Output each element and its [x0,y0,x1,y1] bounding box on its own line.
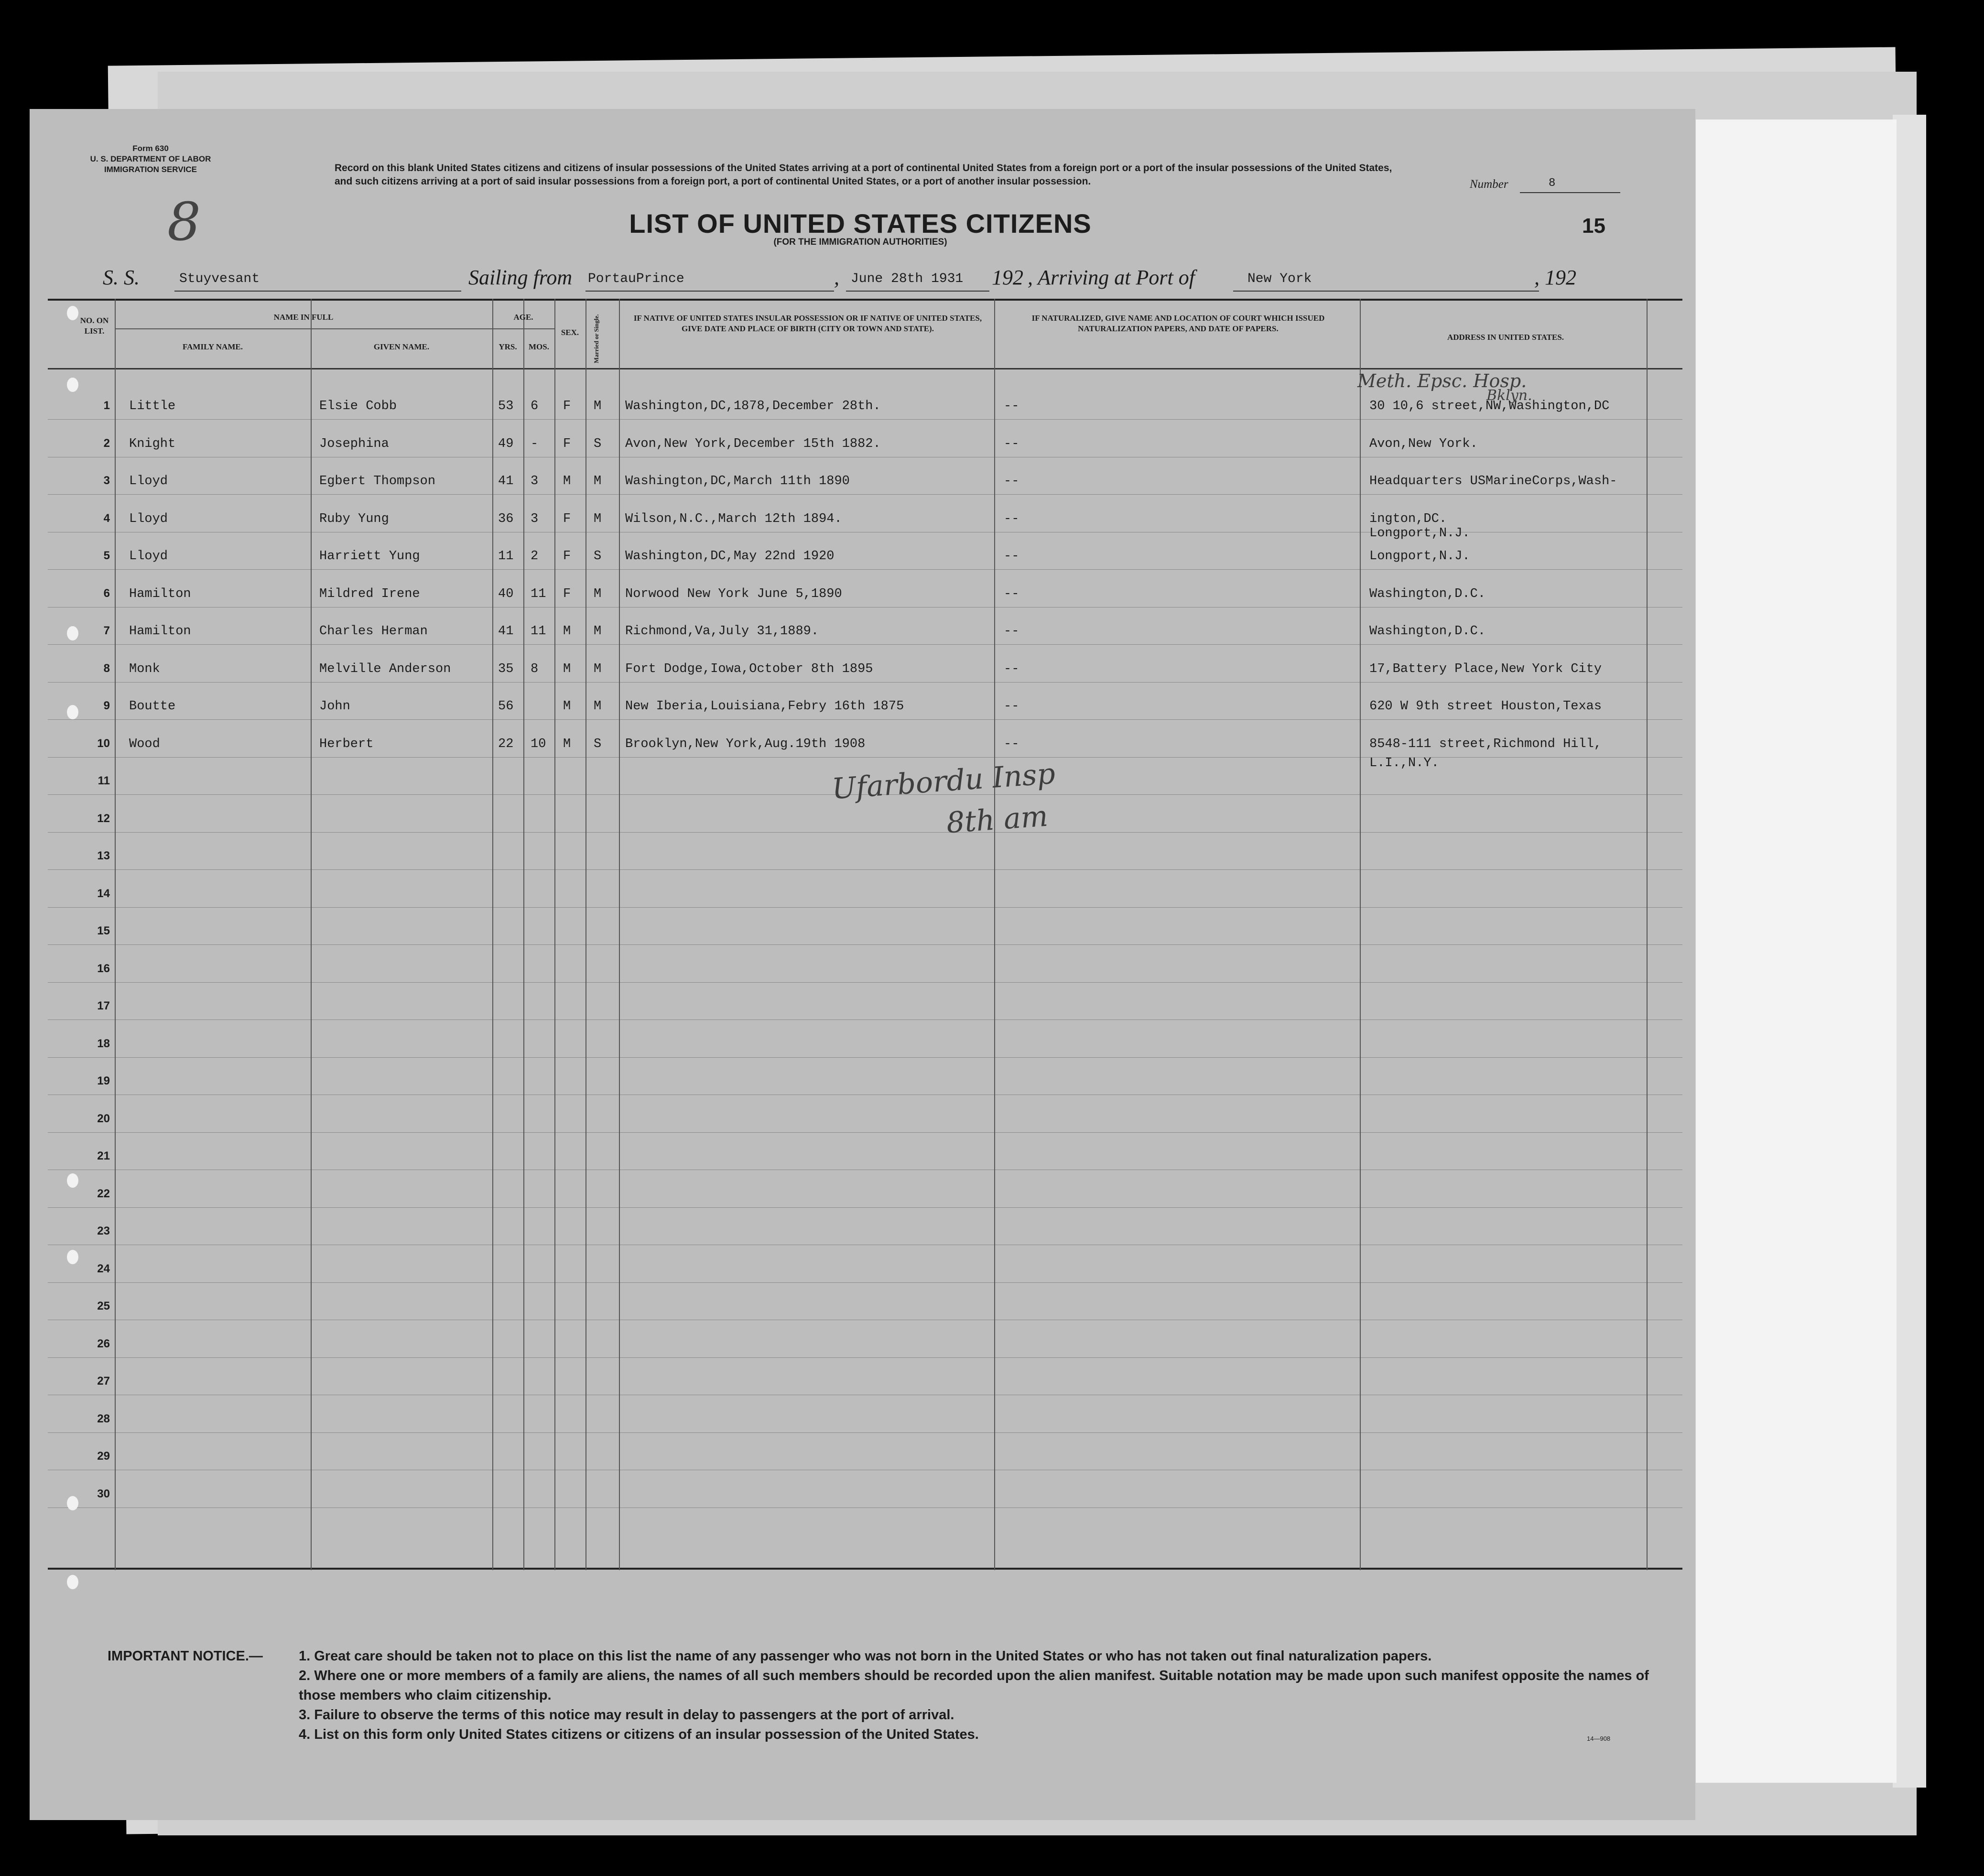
cell-birth: Richmond,Va,July 31,1889. [625,624,819,639]
cell-given: Egbert Thompson [319,474,436,488]
cell-family: Hamilton [129,587,191,601]
port-to: New York [1247,271,1312,286]
row-number: 2 [103,437,110,450]
row-number: 19 [97,1074,110,1087]
row-number: 6 [103,587,110,600]
row-number: 27 [97,1375,110,1388]
cell-yrs: 11 [498,549,514,564]
binder-hole [67,1496,78,1510]
col-family-name: FAMILY NAME. [183,342,243,351]
cell-nat: -- [1004,549,1019,564]
cell-birth: Brooklyn,New York,Aug.19th 1908 [625,737,866,751]
cell-addr: Washington,D.C. [1369,587,1486,601]
col-sex: SEX. [561,328,579,337]
row-rule [48,494,1682,495]
cell-yrs: 36 [498,512,514,526]
arriving-label: , Arriving at Port of [1028,266,1195,289]
table-row [48,587,1682,606]
row-number: 15 [97,924,110,937]
row-rule [48,1019,1682,1020]
cell-nat: -- [1004,587,1019,601]
cell-given: Charles Herman [319,624,428,639]
row-number: 12 [97,812,110,825]
cell-nat: -- [1004,699,1019,714]
row-number: 14 [97,887,110,900]
cell-ms: M [594,699,602,714]
cell-addr: Washington,D.C. [1369,624,1486,639]
cell-sex: F [563,549,571,564]
notice-item: 1. Great care should be taken not to place on this list the name of any passenger who was not born in the United States or who has not taken out final naturalization papers. [299,1648,1432,1664]
table-row [48,662,1682,681]
cell-sex: M [563,699,571,714]
row-rule [48,644,1682,645]
table-row [48,437,1682,456]
cell-ms: M [594,662,602,676]
col-address: ADDRESS IN UNITED STATES. [1447,333,1564,342]
row-number: 9 [103,699,110,712]
cell-nat: -- [1004,512,1019,526]
cell-family: Lloyd [129,549,168,564]
row-number: 21 [97,1149,110,1162]
page-edge [1893,115,1926,1788]
binder-hole [67,1575,78,1589]
sailing-date: June 28th 1931 [851,271,964,286]
row-number: 4 [103,512,110,525]
col-birthplace: IF NATIVE OF UNITED STATES INSULAR POSSESSION OR IF NATIVE OF UNITED STATES, GIVE DATE AND PLACE OF BIRTH (CITY OR TOWN AND STATE). [633,314,982,333]
table-row [48,474,1682,493]
cell-sex: F [563,437,571,451]
binder-hole [67,1173,78,1188]
col-name-in-full: NAME IN FULL [273,313,334,322]
cell-mos: 3 [531,474,539,488]
page-subtitle: (FOR THE IMMIGRATION AUTHORITIES) [773,237,947,247]
cell-family: Hamilton [129,624,191,639]
row-number: 24 [97,1262,110,1275]
cell-birth: Norwood New York June 5,1890 [625,587,842,601]
row-rule [48,1507,1682,1508]
cell-given: Elsie Cobb [319,399,397,413]
row-rule [48,719,1682,720]
cell-nat: -- [1004,624,1019,639]
handwritten-note: Bklyn. [1486,387,1532,404]
date-line [846,291,989,292]
row-rule [48,569,1682,570]
page-title: LIST OF UNITED STATES CITIZENS [629,208,1092,239]
cell-nat: -- [1004,662,1019,676]
cell-addr: Headquarters USMarineCorps,Wash- [1369,474,1617,488]
port-from-line [585,291,834,292]
cell-addr: L.I.,N.Y. [1369,756,1439,770]
cell-given: Harriett Yung [319,549,420,564]
row-number: 26 [97,1337,110,1350]
cell-mos: 3 [531,512,539,526]
cell-sex: M [563,474,571,488]
row-number: 8 [103,662,110,675]
passenger-table [48,299,1682,1570]
cell-sex: M [563,624,571,639]
service: IMMIGRATION SERVICE [104,165,197,174]
number-value: 8 [1549,177,1556,190]
cell-mos: 11 [531,587,546,601]
row-number: 17 [97,999,110,1012]
row-number: 10 [97,737,110,750]
row-number: 25 [97,1300,110,1312]
cell-birth: New Iberia,Louisiana,Febry 16th 1875 [625,699,904,714]
cell-mos: 11 [531,624,546,639]
row-rule [48,1132,1682,1133]
cell-sex: M [563,737,571,751]
row-number: 11 [98,774,110,787]
cell-ms: S [594,437,602,451]
cell-given: Herbert [319,737,374,751]
table-row [48,399,1682,418]
cell-ms: M [594,587,602,601]
row-number: 7 [103,624,110,637]
address-continuation [48,526,1682,545]
col-naturalization: IF NATURALIZED, GIVE NAME AND LOCATION OF COURT WHICH ISSUED NATURALIZATION PAPERS, AND DATE OF PAPERS. [1031,314,1325,333]
cell-yrs: 41 [498,624,514,639]
cell-ms: M [594,624,602,639]
cell-ms: M [594,474,602,488]
binder-hole [67,705,78,719]
cell-addr: 30 10,6 street,NW,Washington,DC [1369,399,1610,413]
cell-family: Knight [129,437,176,451]
form-number: Form 630 [132,144,169,153]
cell-birth: Avon,New York,December 15th 1882. [625,437,881,451]
cell-addr: ington,DC. [1369,512,1447,526]
row-number: 22 [97,1187,110,1200]
row-rule [48,1057,1682,1058]
page-number: 15 [1582,214,1605,238]
cell-given: Ruby Yung [319,512,389,526]
cell-nat: -- [1004,474,1019,488]
binder-hole [67,626,78,640]
cell-nat: -- [1004,737,1019,751]
cell-family: Wood [129,737,160,751]
notice-item: 4. List on this form only United States citizens or citizens of an insular possession of the United States. [299,1727,979,1742]
cell-mos: 8 [531,662,539,676]
ship-line [174,291,461,292]
row-rule [48,832,1682,833]
table-row [48,737,1682,756]
cell-sex: F [563,587,571,601]
cell-addr: 620 W 9th street Houston,Texas [1369,699,1602,714]
cell-addr: 17,Battery Place,New York City [1369,662,1602,676]
cell-yrs: 35 [498,662,514,676]
port-from: PortauPrince [588,271,684,286]
row-rule [48,682,1682,683]
col-yrs: YRS. [499,342,517,351]
table-row [48,699,1682,718]
row-rule [48,907,1682,908]
notice-item: 2. Where one or more members of a family are aliens, the names of all such members should be recorded upon the alien manifest. Suitable notation may be made upon such manifest opposite the names of those members who claim citizenship. [299,1668,1649,1703]
cell-yrs: 40 [498,587,514,601]
notice-item: 3. Failure to observe the terms of this notice may result in delay to passengers at the port of arrival. [299,1707,954,1723]
col-no: NO. ON LIST. [80,316,109,336]
cell-mos: 2 [531,549,539,564]
cell-sex: F [563,512,571,526]
cell-yrs: 53 [498,399,514,413]
blank-page-margin [1696,119,1897,1783]
department: U. S. DEPARTMENT OF LABOR [90,154,211,163]
sailing-label: Sailing from [468,266,573,289]
cell-yrs: 56 [498,699,514,714]
row-number: 28 [97,1412,110,1425]
cell-yrs: 41 [498,474,514,488]
ss-label: S. S. [103,266,140,289]
cell-given: Josephina [319,437,389,451]
col-age: AGE. [513,313,533,322]
binder-hole [67,306,78,320]
cell-family: Lloyd [129,512,168,526]
cell-addr: Longport,N.J. [1369,549,1470,564]
cell-sex: F [563,399,571,413]
ship-name: Stuyvesant [179,271,260,286]
number-line [1520,192,1620,193]
row-number: 23 [97,1225,110,1237]
cell-birth: Washington,DC,May 22nd 1920 [625,549,835,564]
row-rule [48,419,1682,420]
row-rule [48,1282,1682,1283]
cell-ms: S [594,737,602,751]
row-rule [48,1432,1682,1433]
row-rule [48,1207,1682,1208]
cell-family: Boutte [129,699,176,714]
cell-addr: Longport,N.J. [1369,526,1470,541]
cell-mos: - [531,437,539,451]
row-number: 18 [97,1037,110,1050]
cell-nat: -- [1004,437,1019,451]
cell-family: Lloyd [129,474,168,488]
notice-lead: IMPORTANT NOTICE.— [108,1648,263,1664]
cell-birth: Washington,DC,March 11th 1890 [625,474,850,488]
cell-sex: M [563,662,571,676]
row-number: 13 [97,849,110,862]
form-code: 14—908 [1587,1735,1611,1742]
cell-ms: S [594,549,602,564]
row-number: 16 [97,962,110,975]
col-married-single: Married or Single. [593,314,600,363]
table-row [48,624,1682,643]
row-number: 29 [97,1450,110,1463]
binder-hole [67,378,78,392]
table-row [48,549,1682,568]
handwritten-note: Meth. Epsc. Hosp. [1357,370,1527,391]
row-number: 3 [103,474,110,487]
cell-mos: 6 [531,399,539,413]
inspector-signature: Ufarbordu Insp [831,757,1056,806]
number-label: Number [1470,178,1508,191]
cell-given: Mildred Irene [319,587,420,601]
cell-given: Melville Anderson [319,662,451,676]
cell-addr: 8548-111 street,Richmond Hill, [1369,737,1602,751]
row-number: 20 [97,1112,110,1125]
cell-yrs: 49 [498,437,514,451]
col-given-name: GIVEN NAME. [373,342,430,351]
cell-family: Little [129,399,176,413]
cell-ms: M [594,399,602,413]
cell-birth: Washington,DC,1878,December 28th. [625,399,881,413]
binder-hole [67,1250,78,1264]
cell-nat: -- [1004,399,1019,413]
row-rule [48,1357,1682,1358]
handwritten-time: 8th am [945,799,1049,840]
cell-given: John [319,699,350,714]
cell-birth: Fort Dodge,Iowa,October 8th 1895 [625,662,873,676]
col-mos: MOS. [529,342,549,351]
row-rule [48,869,1682,870]
row-rule [48,944,1682,945]
cell-yrs: 22 [498,737,514,751]
port-to-line [1233,291,1539,292]
year-suffix: 192 [992,266,1023,289]
form-identifier [72,143,229,175]
cell-mos: 10 [531,737,546,751]
row-rule [48,982,1682,983]
row-number: 30 [97,1487,110,1500]
form-instructions: Record on this blank United States citizens and citizens of insular possessions of the United States arriving at a port of continental United States from a foreign port or a port of the insular possessions of the United States, and such citizens arriving at a port of said insular possessions from a foreign port, a port of continental United States, or a port of another insular possession. [335,163,1392,187]
year-suffix: , 192 [1534,266,1576,289]
handwritten-mark: 8 [167,191,201,252]
row-number: 5 [103,549,110,562]
row-number: 1 [103,399,110,412]
cell-ms: M [594,512,602,526]
cell-family: Monk [129,662,160,676]
cell-addr: Avon,New York. [1369,437,1478,451]
cell-birth: Wilson,N.C.,March 12th 1894. [625,512,842,526]
